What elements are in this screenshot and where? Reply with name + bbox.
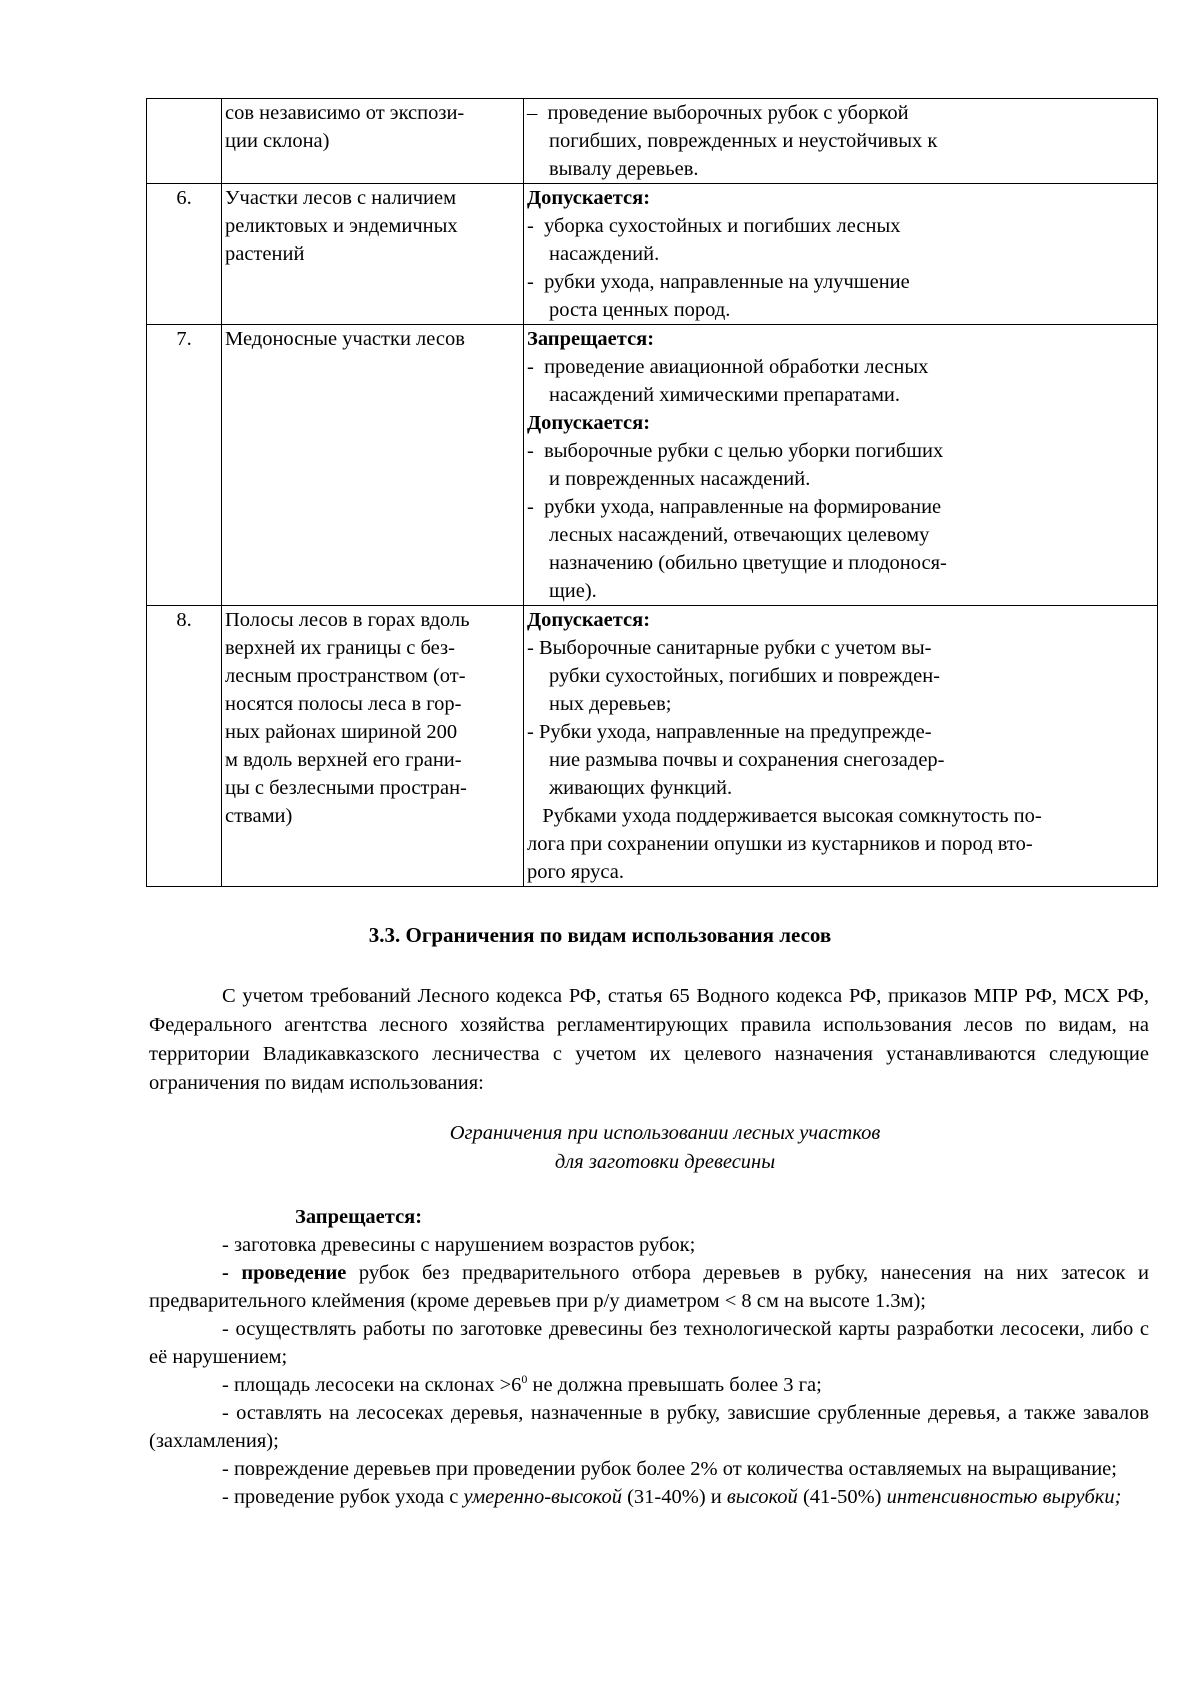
regime-line: - проведение авиационной обработки лесных	[527, 356, 929, 378]
prohibited-item	[149, 1371, 1149, 1399]
regime-line: ние размыва почвы и сохранения снегозадер-	[549, 749, 945, 771]
regime-line: рого яруса.	[527, 861, 625, 883]
prohibited-item-text: - площадь лесосеки на склонах >6	[222, 1374, 522, 1396]
forest-category	[222, 99, 524, 184]
regime-line: назначению (обильно цветущие и плодонося-	[549, 552, 947, 574]
subtitle-line-1: Ограничения при использовании лесных участков	[449, 1122, 881, 1144]
prohibited-item-text: не должна превышать более 3 га;	[527, 1374, 822, 1396]
regime-heading: Допускается:	[527, 187, 651, 209]
regime-cell	[524, 325, 1158, 606]
regime-line: - рубки ухода, направленные на улучшение	[527, 271, 910, 293]
category-line: ных районах шириной 200	[225, 721, 458, 743]
prohibited-item-text: (31-40%) и	[621, 1486, 727, 1508]
category-line: Участки лесов с наличием	[225, 187, 457, 209]
prohibited-item: - осуществлять работы по заготовке древесины без технологической карты разработки лесосеки, либо с её нарушением;	[149, 1318, 1149, 1368]
regime-line: насаждений химическими препаратами.	[549, 384, 901, 406]
category-line: м вдоль верхней его грани-	[225, 749, 462, 771]
prohibited-item: - повреждение деревьев при проведении рубок более 2% от количества оставляемых на выращивание;	[222, 1458, 1117, 1480]
subtitle	[0, 1119, 1200, 1177]
regime-heading: Запрещается:	[527, 328, 655, 350]
table-row	[147, 606, 1158, 887]
subtitle-line-2: для заготовки древесины	[554, 1151, 776, 1173]
prohibited-item: - оставлять на лесосеках деревья, назначенные в рубку, зависшие срубленные деревья, а также завалов (захламления);	[149, 1402, 1149, 1452]
regime-line: - уборка сухостойных и погибших лесных	[527, 215, 901, 237]
category-line: ствами)	[225, 805, 293, 827]
row-number: 6.	[147, 184, 222, 325]
row-number: 7.	[147, 325, 222, 606]
category-line: лесным пространством (от-	[225, 665, 466, 687]
regime-line: погибших, поврежденных и неустойчивых к	[549, 130, 938, 152]
row-number: 8.	[147, 606, 222, 887]
prohibited-item-italic: высокой	[726, 1486, 798, 1508]
regime-line: живающих функций.	[549, 777, 733, 799]
table-row	[147, 99, 1158, 184]
category-line: растений	[225, 243, 305, 265]
regime-table	[146, 98, 1158, 887]
prohibited-item	[149, 1259, 1149, 1315]
regime-line: и поврежденных насаждений.	[549, 468, 811, 490]
category-line: ции склона)	[225, 130, 330, 152]
prohibited-item	[149, 1483, 1149, 1511]
regime-line: вывалу деревьев.	[549, 158, 699, 180]
regime-line: рубки сухостойных, погибших и поврежден-	[549, 665, 941, 687]
table-row	[147, 184, 1158, 325]
category-line: реликтовых и эндемичных	[225, 215, 458, 237]
regime-cell	[524, 184, 1158, 325]
forest-category	[222, 325, 524, 606]
regime-line: - рубки ухода, направленные на формирование	[527, 496, 942, 518]
row-number	[147, 99, 222, 184]
regime-line: лесных насаждений, отвечающих целевому	[549, 524, 930, 546]
regime-heading: Допускается:	[527, 412, 651, 434]
intro-paragraph: С учетом требований Лесного кодекса РФ, статья 65 Водного кодекса РФ, приказов МПР РФ, МСХ РФ, Федерального агентства лесного хозяйства регламентирующих правила использования лесов по видам, на территории Владикавказского лесничества с учетом их целевого назначения устанавливаются следующие ограничения по видам использования:	[149, 985, 1149, 1094]
regime-line: – проведение выборочных рубок с уборкой	[527, 102, 909, 124]
category-line: цы с безлесными простран-	[225, 777, 467, 799]
regime-line: - Выборочные санитарные рубки с учетом вы-	[527, 637, 932, 659]
regime-line: - выборочные рубки с целью уборки погибших	[527, 440, 944, 462]
category-line: сов независимо от экспози-	[225, 102, 465, 124]
regime-line: лога при сохранении опушки из кустарников и пород вто-	[527, 833, 1033, 855]
regime-cell	[524, 99, 1158, 184]
regime-line: роста ценных пород.	[549, 299, 731, 321]
regime-table-body	[147, 99, 1158, 887]
degree-superscript: 0	[521, 1372, 528, 1387]
forest-category	[222, 606, 524, 887]
forest-category	[222, 184, 524, 325]
category-line: верхней их границы с без-	[225, 637, 455, 659]
regime-line: насаждений.	[549, 243, 660, 265]
prohibited-item-bold: - проведение	[222, 1262, 347, 1284]
prohibited-item-text: - проведение рубок ухода с	[222, 1486, 464, 1508]
regime-line: ных деревьев;	[549, 693, 672, 715]
prohibited-item-text: (41-50%)	[797, 1486, 887, 1508]
category-line: Полосы лесов в горах вдоль	[225, 609, 470, 631]
category-line: Медоносные участки лесов	[225, 328, 465, 350]
category-line: носятся полосы леса в гор-	[225, 693, 462, 715]
table-row	[147, 325, 1158, 606]
section-title: 3.3. Ограничения по видам использования лесов	[368, 923, 832, 947]
regime-line: Рубками ухода поддерживается высокая сомкнутость по-	[527, 805, 1042, 827]
regime-line: - Рубки ухода, направленные на предупрежде-	[527, 721, 932, 743]
regime-cell	[524, 606, 1158, 887]
regime-line: щие).	[549, 580, 597, 602]
prohibited-item-italic: умеренно-высокой	[463, 1486, 622, 1508]
prohibited-item: - заготовка древесины с нарушением возрастов рубок;	[222, 1234, 696, 1256]
prohibited-item-italic: интенсивностью вырубки;	[886, 1486, 1122, 1508]
prohibited-item-text: рубок без предварительного отбора деревьев в рубку, нанесения на них затесок и предварительного клеймения (кроме деревьев при р/у диаметром < 8 см на высоте 1.3м);	[149, 1262, 1149, 1312]
regime-heading: Допускается:	[527, 609, 651, 631]
prohibited-heading: Запрещается:	[295, 1206, 423, 1228]
prohibited-list	[149, 1203, 1149, 1511]
